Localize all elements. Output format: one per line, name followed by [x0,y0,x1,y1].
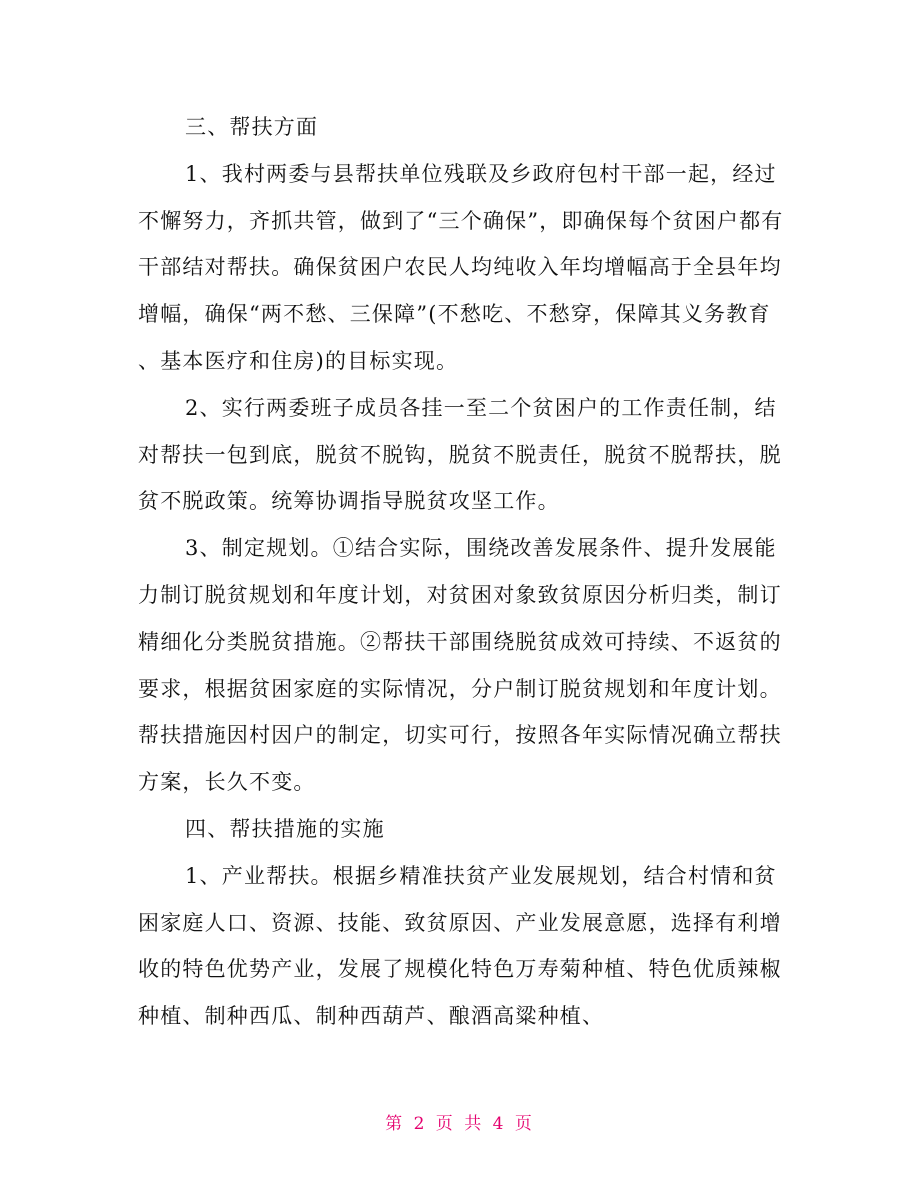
page-number: 第 2 页 共 4 页 [385,1114,535,1134]
section-heading-3: 三、帮扶方面 [185,115,319,139]
page-footer [0,1109,920,1134]
paragraph: 3、制定规划。①结合实际，围绕改善发展条件、提升发展能力制订脱贫规划和年度计划，对贫困对象致贫原因分析归类，制订精细化分类脱贫措施。②帮扶干部围绕脱贫成效可持续、不返贫的要求，根据贫困家庭的实际情况，分户制订脱贫规划和年度计划。帮扶措施因村因户的制定，切实可行，按照各年实际情况确立帮扶方案，长久不变。 [138,536,782,795]
paragraph: 1、我村两委与县帮扶单位残联及乡政府包村干部一起，经过不懈努力，齐抓共管，做到了“三个确保”，即确保每个贫困户都有干部结对帮扶。确保贫困户农民人均纯收入年均增幅高于全县年均增幅，确保“两不愁、三保障”(不愁吃、不愁穿，保障其义务教育、基本医疗和住房)的目标实现。 [138,161,784,373]
document-body [138,104,788,1040]
paragraph: 2、实行两委班子成员各挂一至二个贫困户的工作责任制，结对帮扶一包到底，脱贫不脱钩，脱贫不脱责任，脱贫不脱帮扶，脱贫不脱政策。统筹协调指导脱贫攻坚工作。 [138,395,782,514]
section-heading-4: 四、帮扶措施的实施 [185,816,385,841]
paragraph: 1、产业帮扶。根据乡精准扶贫产业发展规划，结合村情和贫困家庭人口、资源、技能、致贫原因、产业发展意愿，选择有利增收的特色优势产业，发展了规模化特色万寿菊种植、特色优质辣椒种植、制种西瓜、制种西葫芦、酿酒高粱种植、 [138,863,782,1029]
